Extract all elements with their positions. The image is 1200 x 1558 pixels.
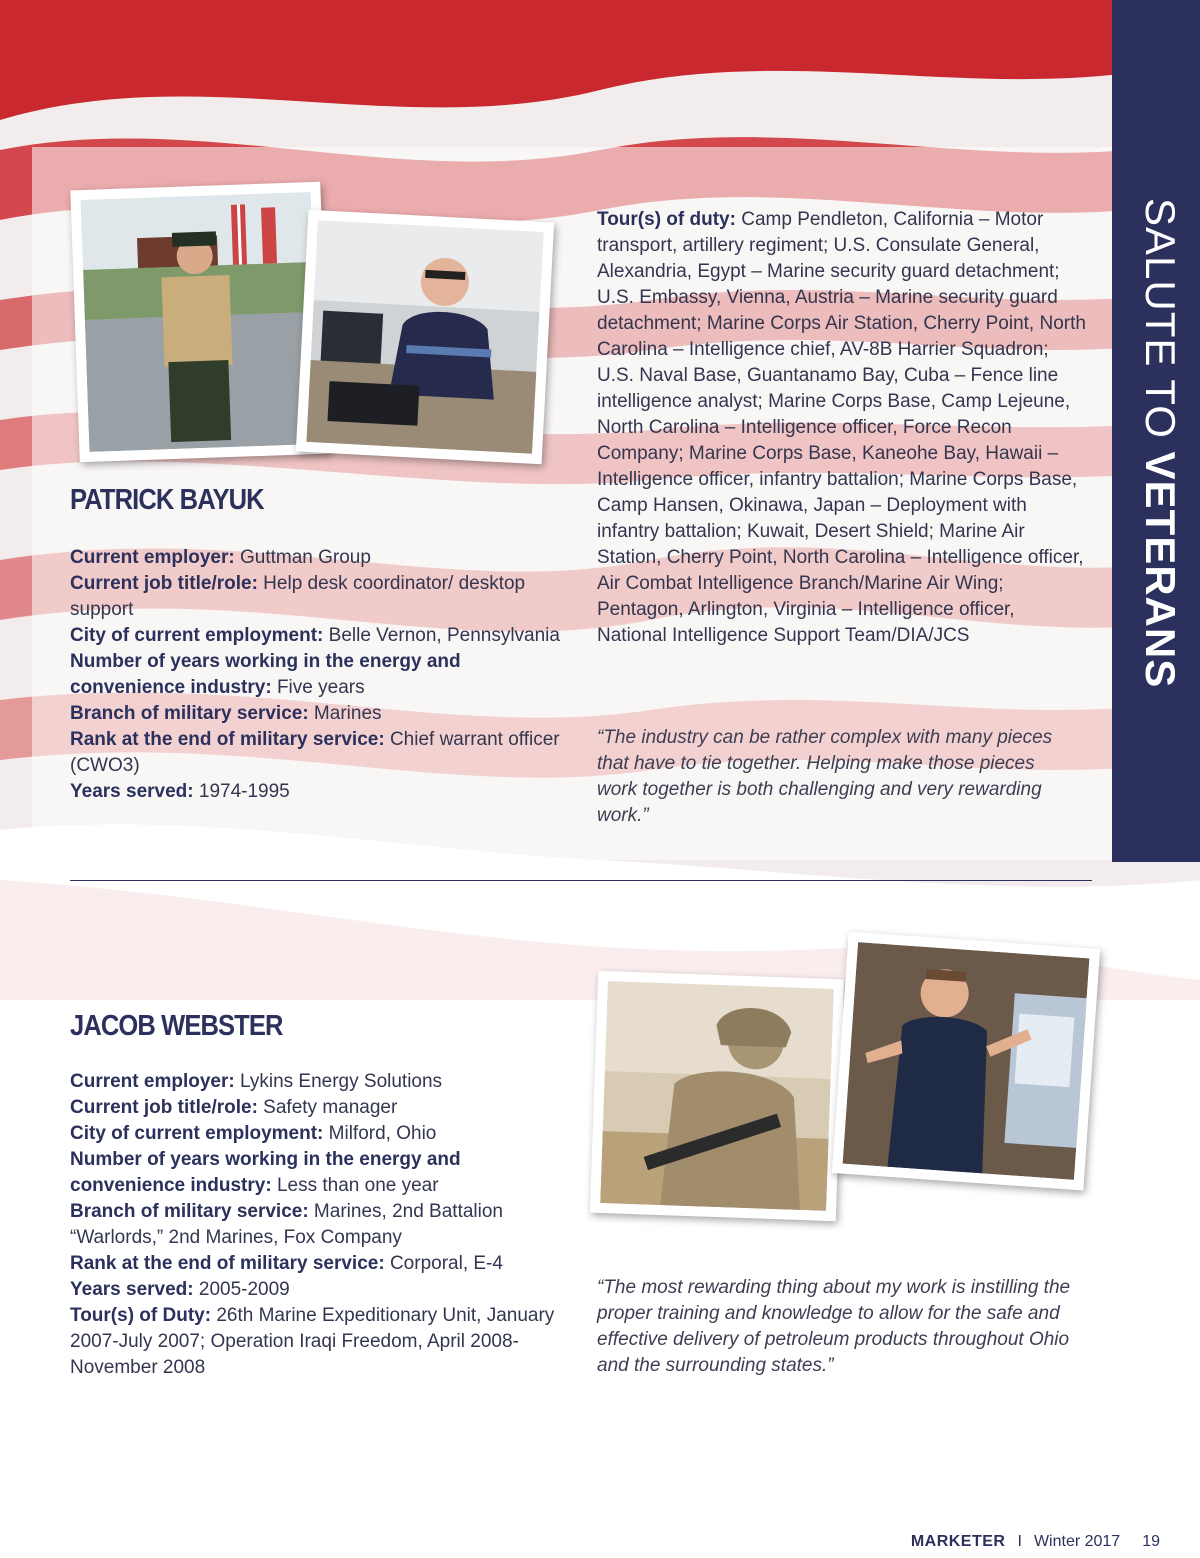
fact-line: City of current employment: Belle Vernon, Pennsylvania <box>70 625 560 646</box>
fact-line: Tour(s) of Duty: 26th Marine Expeditionary Unit, January 2007-July 2007; Operation Iraqi Freedom, April 2008-November 2008 <box>70 1305 555 1378</box>
section-title-bold: VETERANS <box>1137 451 1184 689</box>
fact-line: Current job title/role: Safety manager <box>70 1097 398 1118</box>
fact-line: Years served: 1974-1995 <box>70 781 290 802</box>
footer-separator: I <box>1017 1533 1022 1550</box>
section-title-light: SALUTE TO <box>1137 198 1184 452</box>
photo-bayuk-office <box>296 210 554 465</box>
facts-webster <box>70 1069 560 1381</box>
photo-webster-presenting <box>832 932 1100 1191</box>
section-divider <box>70 880 1092 881</box>
fact-line: Number of years working in the energy and convenience industry: Less than one year <box>70 1149 461 1196</box>
page-footer <box>911 1533 1160 1551</box>
section-title <box>1136 198 1184 688</box>
fact-line: Current employer: Lykins Energy Solutions <box>70 1071 443 1092</box>
photo-bayuk-uniform <box>70 182 329 463</box>
photo-webster-combat <box>590 971 844 1221</box>
quote-webster: “The most rewarding thing about my work is instilling the proper training and knowledge to allow for the safe and effective delivery of petroleum products throughout Ohio and the surrounding states.” <box>597 1277 1071 1376</box>
tour-of-duty-bayuk: Tour(s) of duty: Camp Pendleton, California – Motor transport, artillery regiment; U.S. Consulate General, Alexandria, Egypt – Marine security guard detachment; U.S. Embassy, Vienna, Austria – Marine security guard detachment; Marine Corps Air Station, Cherry Point, North Carolina – Intelligence chief, AV-8B Harrier Squadron; U.S. Naval Base, Guantanamo Bay, Cuba – Fence line intelligence analyst; Marine Corps Base, Camp Lejeune, North Carolina – Intelligence officer, Force Recon Company; Marine Corps Base, Kaneohe Bay, Hawaii – Intelligence officer, infantry battalion; Marine Corps Base, Camp Hansen, Okinawa, Japan – Deployment with infantry battalion; Kuwait, Desert Shield; Marine Air Station, Cherry Point, North Carolina – Intelligence officer, Air Combat Intelligence Branch/Marine Air Wing; Pentagon, Arlington, Virginia – Intelligence officer, National Intelligence Support Team/DIA/JCS <box>597 209 1086 646</box>
veteran-name-webster: JACOB WEBSTER <box>70 1010 283 1042</box>
magazine-brand: MARKETER <box>910 1533 1006 1550</box>
issue-date: Winter 2017 <box>1033 1533 1121 1550</box>
fact-line: Current job title/role: Help desk coordinator/ desktop support <box>70 573 526 620</box>
fact-line: Number of years working in the energy and convenience industry: Five years <box>70 651 461 698</box>
fact-line: Rank at the end of military service: Corporal, E-4 <box>70 1253 503 1274</box>
fact-line: Rank at the end of military service: Chief warrant officer (CWO3) <box>70 729 560 776</box>
fact-line: Current employer: Guttman Group <box>70 547 371 568</box>
fact-line: Branch of military service: Marines, 2nd Battalion “Warlords,” 2nd Marines, Fox Company <box>70 1201 503 1248</box>
fact-line: Branch of military service: Marines <box>70 703 382 724</box>
fact-line: Years served: 2005-2009 <box>70 1279 290 1300</box>
page-number: 19 <box>1142 1533 1160 1550</box>
fact-line: City of current employment: Milford, Ohio <box>70 1123 437 1144</box>
facts-bayuk <box>70 545 560 805</box>
veteran-name-bayuk: PATRICK BAYUK <box>70 484 264 516</box>
quote-bayuk: “The industry can be rather complex with many pieces that have to tie together. Helping make those pieces work together is both challenging and very rewarding work.” <box>597 727 1053 826</box>
